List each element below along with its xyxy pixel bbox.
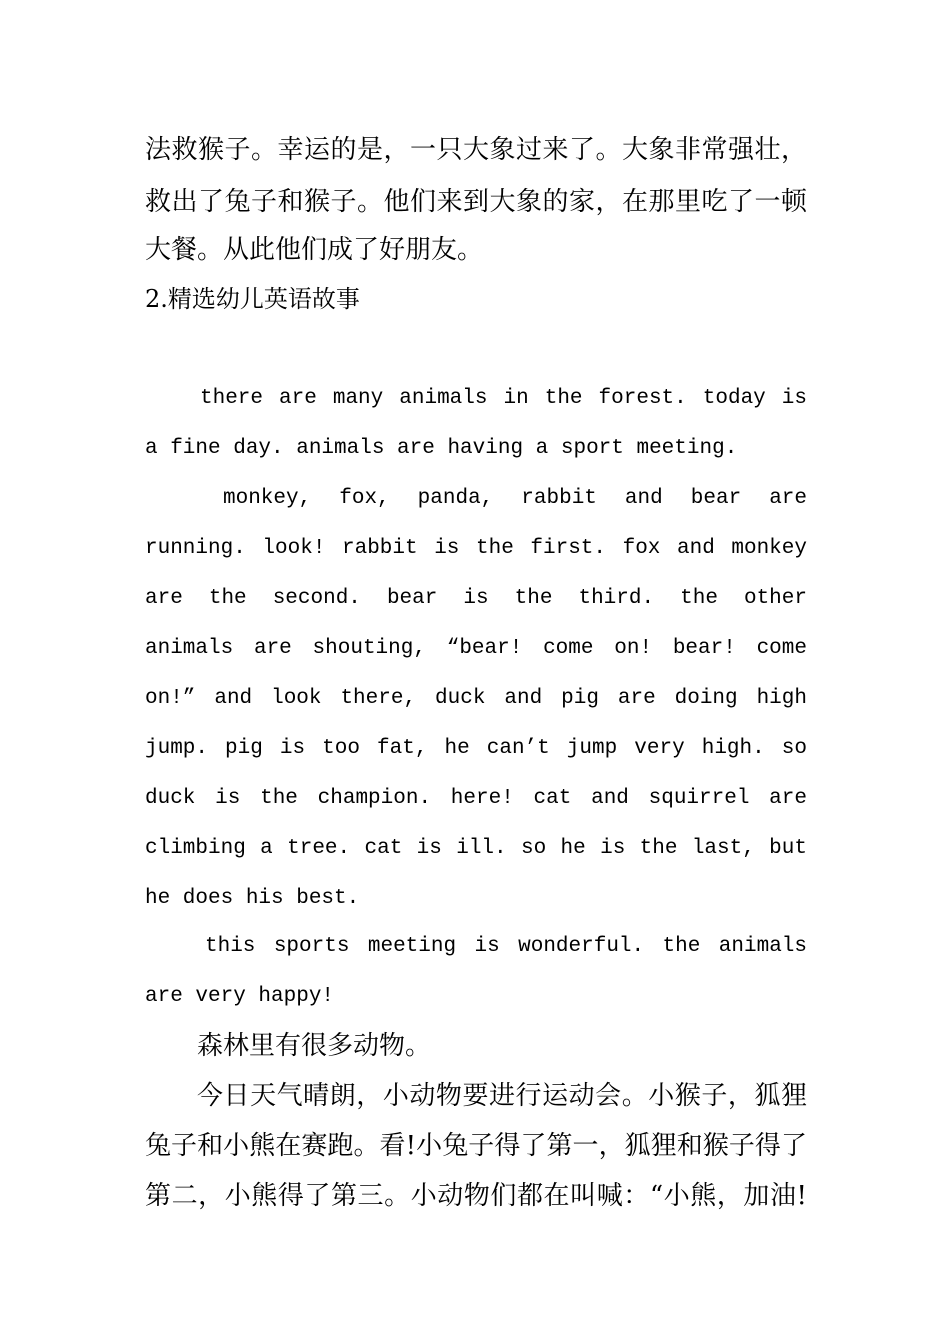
chinese-paragraph-1: 森林里有很多动物。 bbox=[197, 1031, 432, 1061]
english-p2-line-2: running. look! rabbit is the first. fox and monkey bbox=[145, 537, 807, 560]
english-p2-line-4: animals are shouting, “bear! come on! bear! come bbox=[145, 637, 807, 660]
english-p3-line-1: this sports meeting is wonderful. the animals bbox=[205, 935, 807, 958]
english-p2-line-3: are the second. bear is the third. the other bbox=[145, 587, 807, 610]
english-p2-line-6: jump. pig is too fat, he can’t jump very high. so bbox=[145, 737, 807, 760]
english-paragraph-3 bbox=[145, 922, 807, 1022]
intro-line-3: 大餐。从此他们成了好朋友。 bbox=[145, 235, 484, 265]
english-p3-line-2: are very happy! bbox=[145, 985, 335, 1008]
chinese-p2-line-2: 兔子和小熊在赛跑。看!小兔子得了第一，狐狸和猴子得了 bbox=[145, 1131, 807, 1161]
chinese-p2-line-3: 第二，小熊得了第三。小动物们都在叫喊：“小熊，加油! bbox=[145, 1181, 807, 1211]
english-p1-line-2: a fine day. animals are having a sport meeting. bbox=[145, 437, 738, 460]
intro-line-1: 法救猴子。幸运的是，一只大象过来了。大象非常强壮， bbox=[145, 135, 807, 165]
english-p2-line-9: he does his best. bbox=[145, 887, 360, 910]
english-p2-line-7: duck is the champion. here! cat and squirrel are bbox=[145, 787, 807, 810]
chinese-p2-line-1: 今日天气晴朗，小动物要进行运动会。小猴子，狐狸 bbox=[197, 1081, 807, 1111]
english-p2-line-5: on!” and look there, duck and pig are doing high bbox=[145, 687, 807, 710]
english-paragraph-2 bbox=[145, 474, 807, 924]
english-p1-line-1: there are many animals in the forest. today is bbox=[200, 387, 807, 410]
english-p2-line-8: climbing a tree. cat is ill. so he is the last, but bbox=[145, 837, 807, 860]
english-paragraph-1 bbox=[145, 374, 807, 474]
section-heading: 2.精选幼儿英语故事 bbox=[145, 285, 360, 313]
intro-line-2: 救出了兔子和猴子。他们来到大象的家，在那里吃了一顿 bbox=[145, 187, 807, 217]
english-p2-line-1: monkey, fox, panda, rabbit and bear are bbox=[223, 487, 807, 510]
